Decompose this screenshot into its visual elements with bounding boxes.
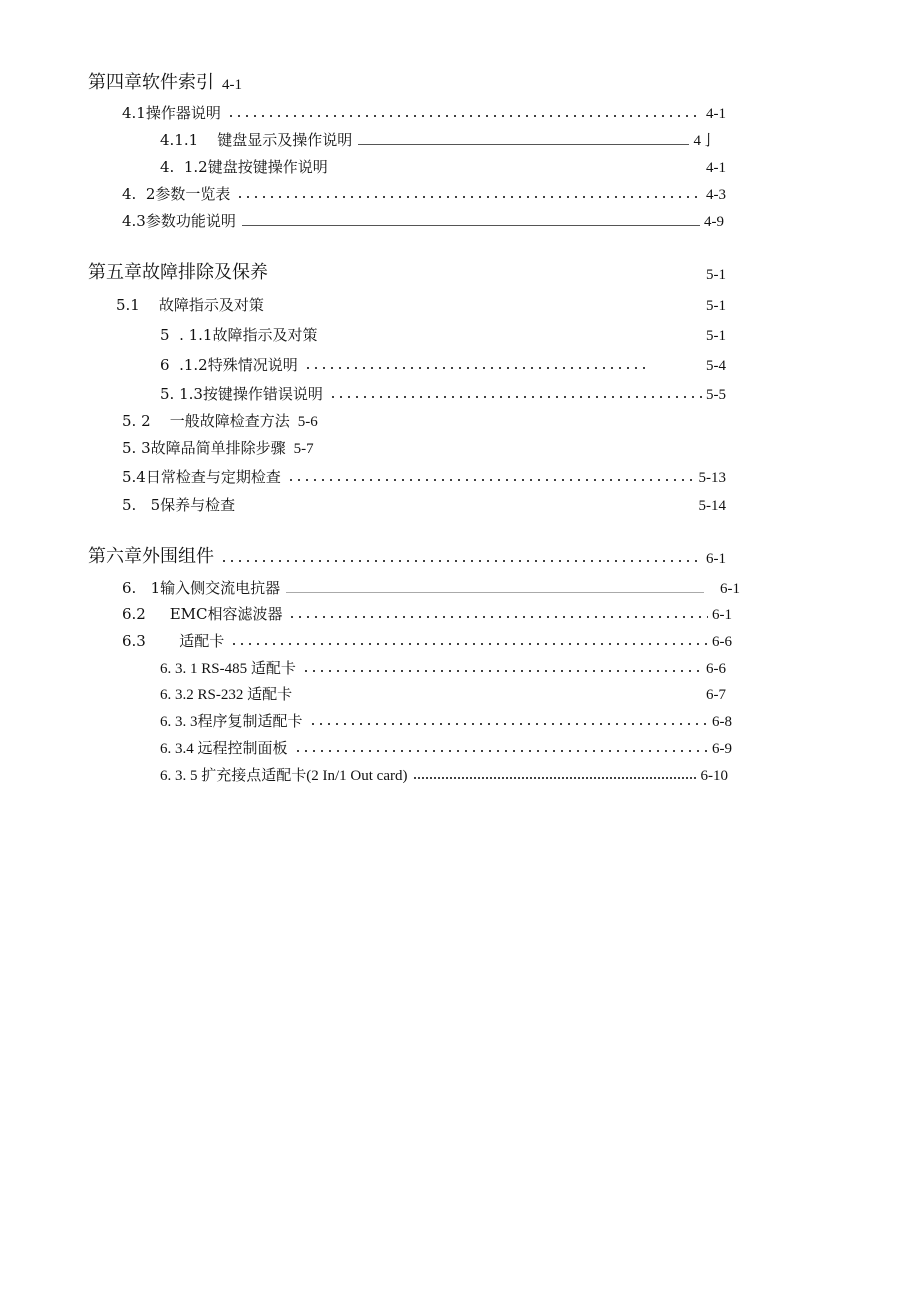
toc-entry-label: 第四章软件索引 bbox=[88, 72, 214, 93]
dot-leader bbox=[287, 461, 695, 487]
toc-entry-6-1 bbox=[122, 572, 740, 598]
toc-entry-label: 5.4日常检查与定期检查 bbox=[122, 468, 281, 486]
toc-entry-6-3-3 bbox=[160, 705, 732, 731]
toc-entry-page: 5-14 bbox=[698, 498, 726, 514]
toc-entry-chapter-6 bbox=[88, 542, 726, 568]
toc-entry-page: 5-13 bbox=[698, 470, 726, 486]
toc-entry-4-3 bbox=[122, 205, 724, 231]
toc-entry-page: 6-1 bbox=[720, 581, 740, 597]
toc-entry-label: 6 .1.2特殊情况说明 bbox=[160, 356, 298, 374]
toc-entry-6-3-2 bbox=[160, 678, 726, 704]
toc-entry-4-2 bbox=[122, 178, 726, 204]
toc-entry-label: 6. 3. 1 RS-485 适配卡 bbox=[160, 661, 296, 677]
toc-entry-4-1-2 bbox=[160, 151, 726, 177]
toc-entry-page: 6-10 bbox=[700, 768, 728, 784]
rule-leader bbox=[242, 225, 700, 226]
toc-entry-label: 6. 3. 5 扩充接点适配卡(2 In/1 Out card) bbox=[160, 768, 408, 784]
rule-leader bbox=[286, 592, 704, 593]
toc-entry-page: 5-1 bbox=[706, 298, 726, 314]
toc-entry-label: 6. 1输入侧交流电抗器 bbox=[122, 579, 281, 597]
toc-entry-page: 5-1 bbox=[706, 267, 726, 283]
dot-leader bbox=[413, 759, 696, 785]
toc-entry-page: 6-1 bbox=[706, 551, 726, 567]
toc-entry-page: 6-6 bbox=[712, 634, 732, 650]
toc-entry-page: 5-5 bbox=[706, 387, 726, 403]
toc-entry-page: 4-1 bbox=[706, 160, 726, 176]
toc-entry-6-2 bbox=[122, 598, 732, 624]
toc-entry-6-3 bbox=[122, 625, 732, 651]
toc-entry-label: 4.1操作器说明 bbox=[122, 104, 221, 122]
toc-entry-5-1-1 bbox=[160, 319, 726, 345]
toc-entry-page: 6-7 bbox=[706, 687, 726, 703]
toc-entry-6-3-1 bbox=[160, 652, 726, 678]
toc-entry-page: 4-9 bbox=[704, 214, 724, 230]
toc-entry-label: 5.1 故障指示及对策 bbox=[116, 296, 264, 314]
dot-leader bbox=[220, 542, 702, 568]
toc-entry-5-3 bbox=[122, 432, 522, 458]
toc-entry-page: 5-7 bbox=[293, 441, 314, 457]
toc-entry-page: 4-1 bbox=[222, 77, 242, 93]
toc-entry-label: 4.1.1 键盘显示及操作说明 bbox=[160, 131, 353, 149]
toc-entry-label: 5. 1.3按键操作错误说明 bbox=[160, 385, 323, 403]
toc-entry-label: 5. 2 一般故障检查方法 bbox=[122, 412, 290, 430]
toc-entry-5-1-2 bbox=[160, 349, 726, 375]
dot-leader bbox=[230, 625, 708, 651]
toc-entry-label: 6. 3.4 远程控制面板 bbox=[160, 741, 288, 757]
dot-leader bbox=[288, 598, 708, 624]
toc-entry-5-5 bbox=[122, 489, 726, 515]
toc-entry-label: 6. 3.2 RS-232 适配卡 bbox=[160, 687, 293, 703]
toc-entry-5-2 bbox=[122, 405, 522, 431]
toc-entry-4-1-1 bbox=[160, 124, 716, 150]
dot-leader bbox=[309, 705, 708, 731]
toc-entry-page: 6-1 bbox=[712, 607, 732, 623]
dot-leader bbox=[304, 349, 646, 375]
toc-entry-chapter-4 bbox=[88, 68, 728, 94]
toc-entry-4-1 bbox=[122, 97, 726, 123]
dot-leader bbox=[236, 178, 702, 204]
toc-entry-5-4 bbox=[122, 461, 726, 487]
toc-entry-5-1-3 bbox=[160, 378, 726, 404]
toc-entry-label: 5. 5保养与检查 bbox=[122, 496, 236, 514]
toc-entry-6-3-4 bbox=[160, 732, 732, 758]
toc-entry-page: 4-1 bbox=[706, 106, 726, 122]
toc-entry-5-1 bbox=[116, 289, 726, 315]
toc-entry-page: 6-8 bbox=[712, 714, 732, 730]
toc-entry-page: 5-1 bbox=[706, 328, 726, 344]
rule-leader bbox=[358, 144, 689, 145]
toc-entry-label: 4. 2参数一览表 bbox=[122, 185, 231, 203]
toc-entry-label: 4.3参数功能说明 bbox=[122, 212, 236, 230]
toc-entry-label: 5. 3故障品简单排除步骤 bbox=[122, 439, 286, 457]
dot-leader bbox=[329, 378, 702, 404]
dot-leader bbox=[302, 652, 702, 678]
toc-entry-chapter-5 bbox=[88, 258, 726, 284]
toc-entry-label: 4. 1.2键盘按键操作说明 bbox=[160, 158, 328, 176]
toc-entry-label: 6. 3. 3程序复制适配卡 bbox=[160, 714, 303, 730]
dot-leader bbox=[294, 732, 708, 758]
toc-entry-page: 5-4 bbox=[706, 358, 726, 374]
toc-entry-page: 6-9 bbox=[712, 741, 732, 757]
toc-entry-page: 5-6 bbox=[297, 414, 318, 430]
toc-entry-label: 第六章外围组件 bbox=[88, 546, 214, 567]
toc-entry-6-3-5 bbox=[160, 759, 728, 785]
toc-entry-page: 4亅 bbox=[693, 133, 716, 149]
toc-entry-label: 6.2 EMC相容滤波器 bbox=[122, 605, 283, 623]
toc-entry-label: 第五章故障排除及保养 bbox=[88, 262, 268, 283]
dot-leader bbox=[227, 97, 702, 123]
toc-entry-label: 6.3 适配卡 bbox=[122, 632, 225, 650]
toc-entry-page: 4-3 bbox=[706, 187, 726, 203]
toc-entry-label: 5 . 1.1故障指示及对策 bbox=[160, 326, 318, 344]
toc-entry-page: 6-6 bbox=[706, 661, 726, 677]
